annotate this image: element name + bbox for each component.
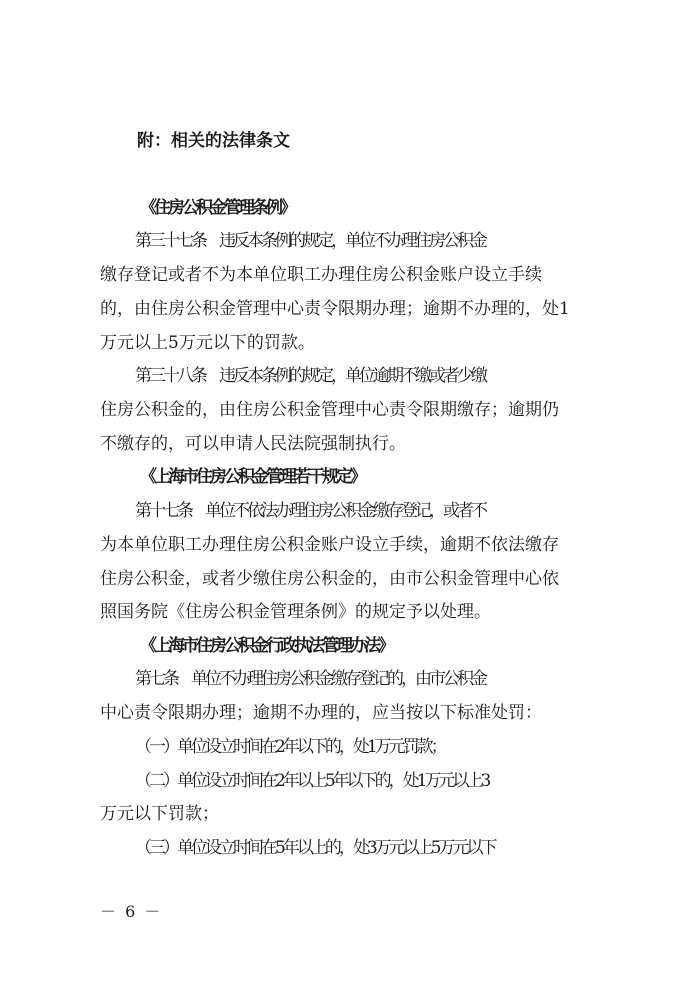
page-number: － 6 － [100, 902, 163, 921]
text-line: 第三十七条 违反本条例的规定，单位不办理住房公积金 [135, 231, 485, 251]
text-line: 万元以下罚款； [100, 804, 219, 824]
text-line: 住房公积金的，由住房公积金管理中心责令限期缴存；逾期仍 [100, 400, 559, 420]
title-shanghai-provisions: 《上海市住房公积金管理若干规定》 [140, 467, 364, 487]
text-line: 照国务院《住房公积金管理条例》的规定予以处理。 [100, 602, 491, 622]
text-line: 为本单位职工办理住房公积金账户设立手续，逾期不依法缴存 [100, 535, 559, 555]
title-housing-fund-regulation: 《住房公积金管理条例》 [140, 198, 294, 218]
text-line: （二）单位设立时间在2年以上5年以下的，处1万元以上3 [135, 771, 489, 791]
text-line: 万元以上5万元以下的罚款。 [100, 333, 315, 353]
text-line: （三）单位设立时间在5年以上的，处3万元以上5万元以下 [135, 838, 495, 858]
text-line: 缴存登记或者不为本单位职工办理住房公积金账户设立手续 [100, 265, 542, 285]
text-line: 第七条 单位不办理住房公积金缴存登记的，由市公积金 [135, 669, 485, 689]
text-line: 第三十八条 违反本条例的规定，单位逾期不缴或者少缴 [135, 366, 485, 386]
text-line: 不缴存的，可以申请人民法院强制执行。 [100, 434, 406, 454]
title-shanghai-enforcement-measures: 《上海市住房公积金行政执法管理办法》 [140, 636, 392, 656]
text-line: 住房公积金，或者少缴住房公积金的，由市公积金管理中心依 [100, 569, 559, 589]
section-heading: 附：相关的法律条文 [137, 131, 290, 151]
text-line: 的，由住房公积金管理中心责令限期办理；逾期不办理的，处1 [100, 299, 570, 319]
text-line: 第十七条 单位不依法办理住房公积金缴存登记，或者不 [135, 501, 485, 521]
text-line: （一）单位设立时间在2年以下的，处1万元罚款； [135, 737, 445, 757]
text-line: 中心责令限期办理；逾期不办理的，应当按以下标准处罚： [100, 703, 542, 723]
